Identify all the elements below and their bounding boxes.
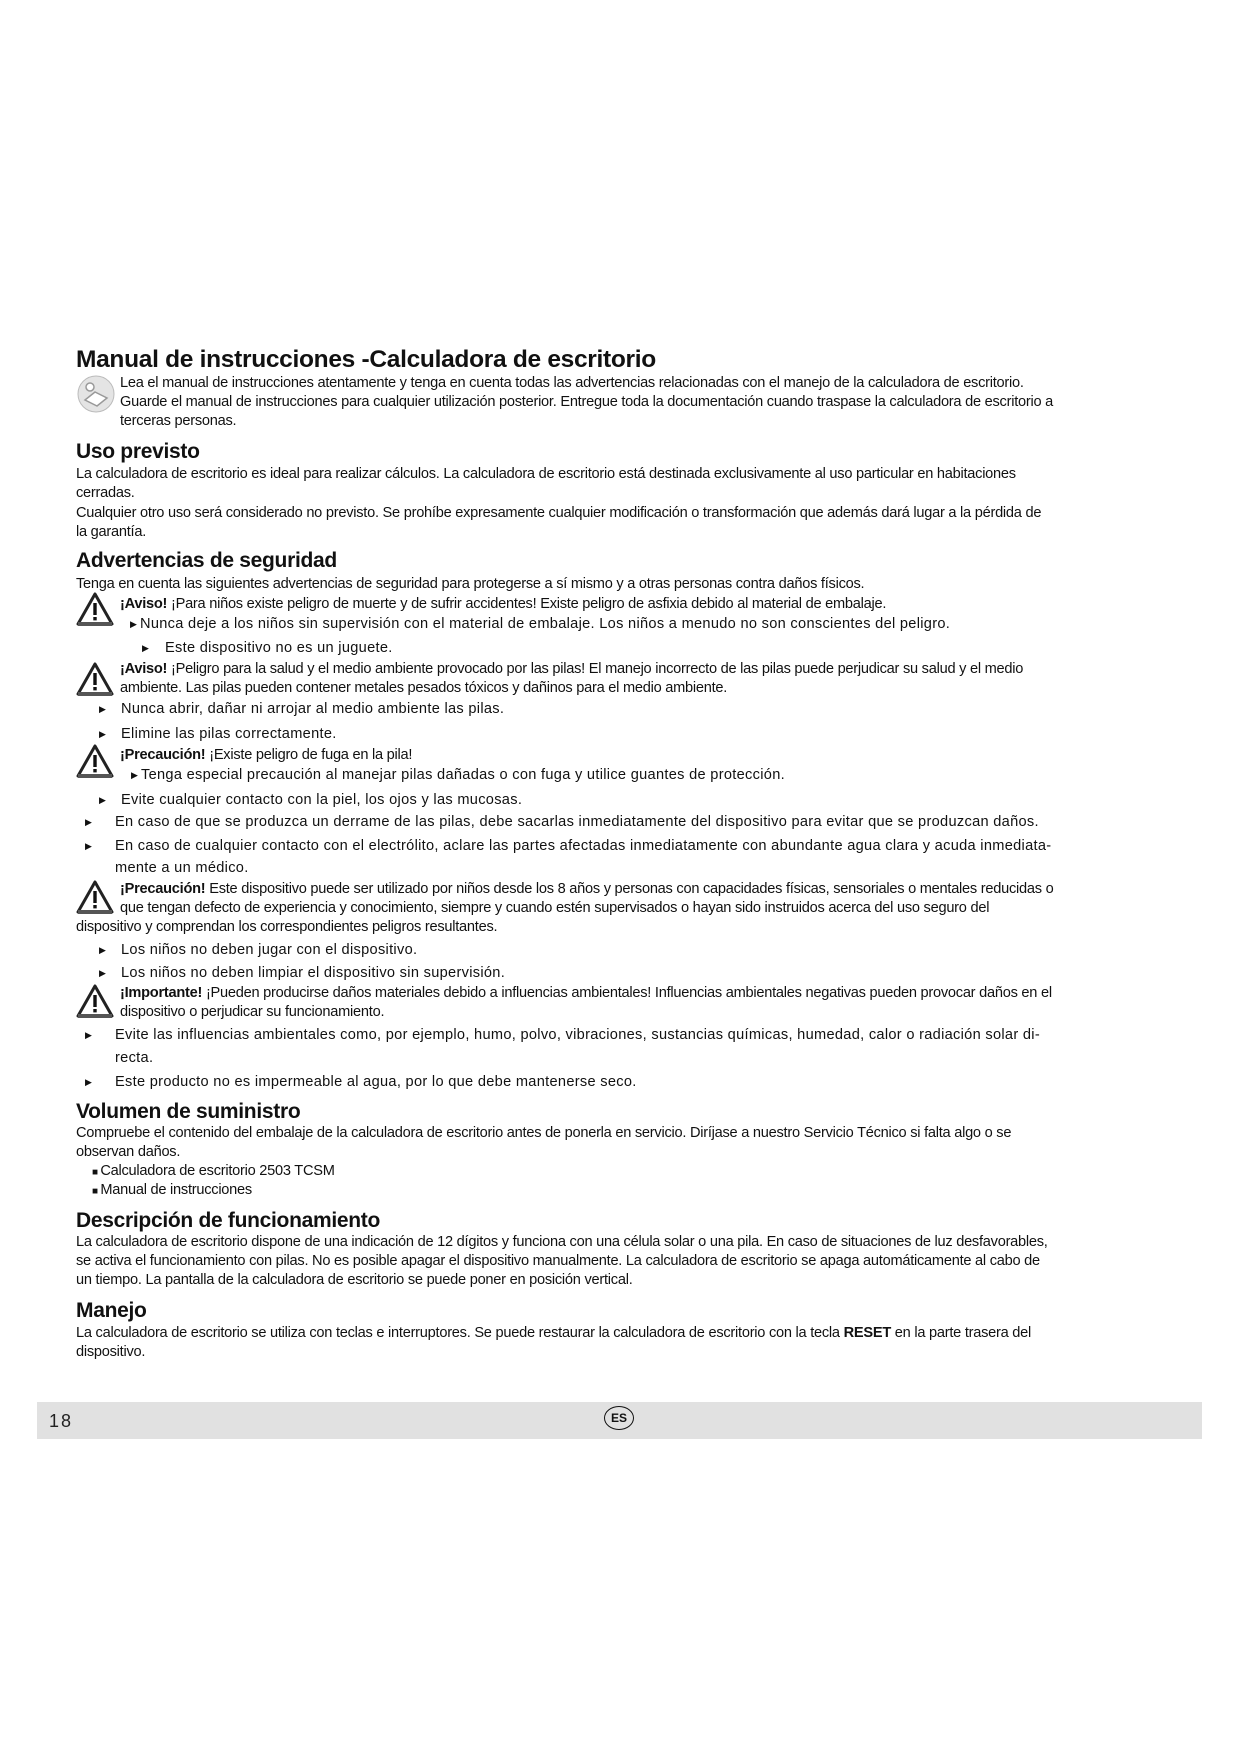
page-title: Manual de instrucciones -Calculadora de escritorio [76,346,656,373]
list-item-text: Manual de instrucciones [100,1182,252,1198]
warning-body: ¡Para niños existe peligro de muerte y de sufrir accidentes! Existe peligro de asfixia debido al material de embalaje. [167,596,887,612]
page-footer [37,1402,1202,1439]
warning-text: dispositivo o perjudicar su funcionamiento. [120,1004,385,1020]
paragraph-line: dispositivo. [76,1344,146,1360]
warning-label: ¡Aviso! [120,596,168,612]
paragraph-line: Compruebe el contenido del embalaje de la calculadora de escritorio antes de ponerla en servicio. Diríjase a nuestro Servicio Técnico si falta algo o se [76,1125,1012,1141]
paragraph-line: Cualquier otro uso será considerado no previsto. Se prohíbe expresamente cualquier modificación o transformación que además dará lugar a la pérdida de [76,505,1042,521]
warning-text [120,746,412,764]
bullet-icon: ▶ [85,817,92,827]
bullet-text: Los niños no deben jugar con el dispositivo. [121,942,418,958]
intro-line: Lea el manual de instrucciones atentamente y tenga en cuenta todas las advertencias relacionadas con el manejo de la calculadora de escritorio. [120,375,1024,391]
warning-text: dispositivo y comprendan los correspondientes peligros resultantes. [76,919,498,935]
bullet-text: Tenga especial precaución al manejar pilas dañadas o con fuga y utilice guantes de protección. [141,767,785,783]
paragraph-line: la garantía. [76,524,147,540]
bullet-text: recta. [115,1050,154,1066]
bullet-icon: ▶ [142,643,149,653]
heading-volumen: Volumen de suministro [76,1100,301,1123]
paragraph-line: cerradas. [76,485,135,501]
warning-body: ¡Pueden producirse daños materiales debido a influencias ambientales! Influencias ambientales negativas pueden provocar daños en el [202,985,1052,1001]
reset-key-label: RESET [843,1325,891,1341]
bullet-text: Evite cualquier contacto con la piel, los ojos y las mucosas. [121,792,523,808]
bullet-icon: ▶ [85,1077,92,1087]
square-bullet-icon: ■ [92,1186,101,1197]
bullet-text: En caso de cualquier contacto con el electrólito, aclare las partes afectadas inmediatamente con abundante agua clara y acuda inmediata- [115,838,1052,854]
warning-icon [76,592,114,626]
bullet-text: Elimine las pilas correctamente. [121,726,337,742]
bullet-text: mente a un médico. [115,860,249,876]
paragraph-line [76,1324,1031,1342]
bullet-icon: ▶ [99,968,106,978]
bullet-icon: ▶ [99,795,106,805]
warning-label: ¡Importante! [120,985,203,1001]
bullet-icon: ▶ [131,770,138,780]
bullet-text: En caso de que se produzca un derrame de las pilas, debe sacarlas inmediatamente del dispositivo para evitar que se produzcan daños. [115,814,1039,830]
paragraph-line: La calculadora de escritorio dispone de una indicación de 12 dígitos y funciona con una célula solar o una pila. En caso de situaciones de luz desfavorables, [76,1234,1048,1250]
warning-label: ¡Precaución! [120,747,206,763]
warning-icon [76,984,114,1018]
intro-line: Guarde el manual de instrucciones para cualquier utilización posterior. Entregue toda la documentación cuando traspase la calculadora de escritorio a [120,394,1053,410]
warning-text [120,880,1053,898]
bullet-icon: ▶ [99,729,106,739]
heading-advertencias: Advertencias de seguridad [76,549,337,572]
warning-text [120,984,1052,1002]
bullet-icon: ▶ [99,704,106,714]
paragraph-line: La calculadora de escritorio es ideal para realizar cálculos. La calculadora de escritorio está destinada exclusivamente al uso particular en habitaciones [76,466,1016,482]
warning-label: ¡Aviso! [120,661,168,677]
read-manual-icon [76,374,116,414]
heading-descripcion: Descripción de funcionamiento [76,1209,381,1232]
paragraph-line: se activa el funcionamiento con pilas. No es posible apagar el dispositivo manualmente. La calculadora de escritorio se apaga automáticamente al cabo de [76,1253,1040,1269]
warning-icon [76,744,114,778]
list-item [92,1181,252,1201]
warning-text [120,595,886,613]
warning-label: ¡Precaución! [120,881,206,897]
bullet-icon: ▶ [85,1030,92,1040]
warning-icon [76,880,114,914]
list-item [92,1162,335,1182]
warning-text [120,660,1023,678]
bullet-text: Nunca deje a los niños sin supervisión con el material de embalaje. Los niños a menudo no son conscientes del peligro. [140,616,951,632]
square-bullet-icon: ■ [92,1167,101,1178]
intro-line: terceras personas. [120,413,237,429]
bullet-icon: ▶ [99,945,106,955]
bullet-text: Este producto no es impermeable al agua, por lo que debe mantenerse seco. [115,1074,637,1090]
text: La calculadora de escritorio se utiliza con teclas e interruptores. Se puede restaurar la calculadora de escritorio con la tecla [76,1325,844,1341]
list-item-text: Calculadora de escritorio 2503 TCSM [100,1163,335,1179]
heading-manejo: Manejo [76,1299,147,1322]
warning-body: Este dispositivo puede ser utilizado por niños desde los 8 años y personas con capacidades físicas, sensoriales o mentales reducidas o [205,881,1054,897]
bullet-text: Nunca abrir, dañar ni arrojar al medio ambiente las pilas. [121,701,505,717]
paragraph-line: Tenga en cuenta las siguientes advertencias de seguridad para protegerse a sí mismo y a otras personas contra daños físicos. [76,576,865,592]
warning-body: ¡Existe peligro de fuga en la pila! [205,747,413,763]
paragraph-line: observan daños. [76,1144,181,1160]
bullet-text: Los niños no deben limpiar el dispositivo sin supervisión. [121,965,506,981]
text: en la parte trasera del [891,1325,1032,1341]
language-badge: ES [604,1406,634,1430]
bullet-icon: ▶ [130,619,137,629]
bullet-text: Este dispositivo no es un juguete. [165,640,393,656]
page-number: 18 [49,1411,74,1431]
warning-text: ambiente. Las pilas pueden contener metales pesados tóxicos y dañinos para el medio ambiente. [120,680,728,696]
warning-text: que tengan defecto de experiencia y conocimiento, siempre y cuando estén supervisados o hayan sido instruidos acerca del uso seguro del [120,900,990,916]
warning-body: ¡Peligro para la salud y el medio ambiente provocado por las pilas! El manejo incorrecto de las pilas puede perjudicar su salud y el medio [167,661,1024,677]
warning-icon [76,662,114,696]
heading-uso-previsto: Uso previsto [76,440,200,463]
bullet-text: Evite las influencias ambientales como, por ejemplo, humo, polvo, vibraciones, sustancias químicas, humedad, calor o radiación solar di- [115,1027,1040,1043]
bullet-icon: ▶ [85,841,92,851]
paragraph-line: un tiempo. La pantalla de la calculadora de escritorio se puede poner en posición vertical. [76,1272,633,1288]
